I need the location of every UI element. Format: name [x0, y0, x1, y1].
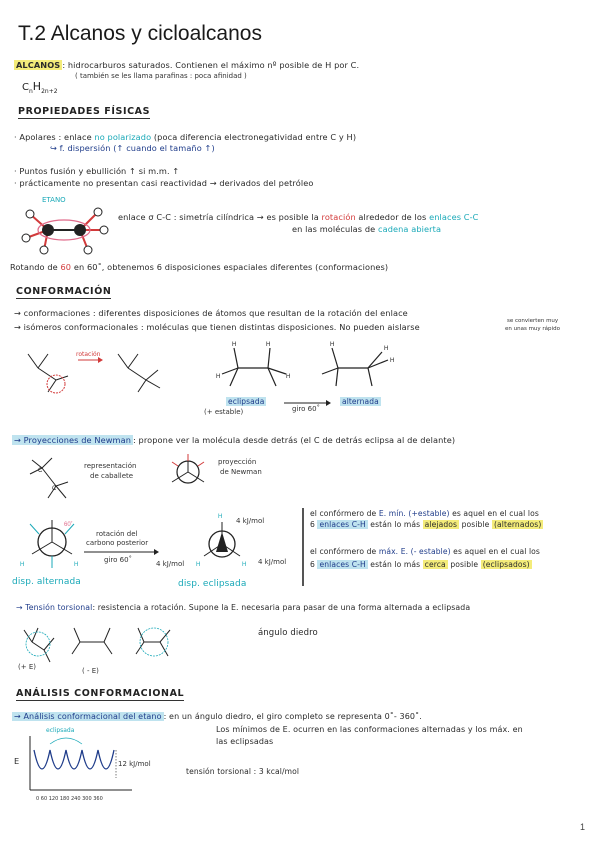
section-analisis: ANÁLISIS CONFORMACIONAL [16, 688, 185, 699]
analisis-line2: Los mínimos de E. ocurren en las conformaciones alternadas y los máx. en [216, 725, 523, 734]
sawhorse-ethane [22, 452, 78, 504]
svg-text:C: C [38, 468, 43, 474]
props-l1a: · Apolares : enlace [14, 132, 95, 142]
props-line1 [14, 132, 356, 142]
svg-text:H: H [20, 562, 25, 568]
rep-caballete-b: de caballete [90, 472, 134, 480]
svg-text:H: H [330, 342, 335, 348]
conf-line2: → isómeros conformacionales : moléculas que tienen distintas disposiciones. No pueden aislarse [14, 322, 420, 332]
note2a: el confórmero de [310, 547, 379, 556]
note1h: posible [459, 520, 492, 529]
props-line3: · Puntos fusión y ebullición ↑ si m.m. ↑ [14, 166, 180, 176]
note1a: el confórmero de [310, 509, 379, 518]
note1g: alejados [424, 520, 458, 529]
note2e: enlaces C-H [319, 560, 366, 569]
rep-caballete-a: representación [84, 462, 137, 470]
props-line4: · prácticamente no presentan casi reactividad → derivados del petróleo [14, 178, 314, 188]
svg-text:H: H [266, 342, 271, 348]
note1e: enlaces C-H [319, 520, 366, 529]
alcanos-aside: ( también se les llama parafinas : poca afinidad ) [75, 72, 247, 80]
svg-text:H: H [242, 562, 247, 568]
svg-text:60˚: 60˚ [64, 522, 73, 528]
formula-c: C [22, 82, 29, 93]
rotando-line [10, 262, 388, 272]
alcanos-definition: : hidrocarburos saturados. Contienen el máximo nº posible de H por C. [62, 60, 360, 70]
giro-label: giro 60˚ [292, 405, 321, 413]
svg-text:C: C [52, 486, 57, 492]
conf-line1: → conformaciones : diferentes disposiciones de átomos que resultan de la rotación del enlace [14, 308, 408, 318]
section-propiedades: PROPIEDADES FÍSICAS [18, 106, 151, 117]
alternada-label: alternada [342, 397, 379, 406]
sawhorse-rotation-diagram [18, 340, 188, 400]
note1-line2 [310, 520, 543, 529]
analisis-line3: las eclipsadas [216, 737, 274, 746]
proy-a: proyección [218, 458, 257, 466]
note1c: es aquel en el cual los [449, 509, 539, 518]
graph-top-label: eclipsada [46, 727, 75, 734]
wedge-conformers [208, 338, 418, 400]
section-conformacion: CONFORMACIÓN [16, 286, 112, 297]
angulo-diedro: ángulo diedro [258, 628, 318, 638]
note1f: están lo más [367, 520, 423, 529]
torsion-heading-a: → Tensión torsional [16, 603, 93, 612]
disp-eclipsada-label: disp. eclipsada [178, 579, 247, 589]
note2f: están lo más [367, 560, 423, 569]
rotacion-label: rotación [76, 351, 101, 358]
alcanos-label: ALCANOS [16, 60, 61, 70]
note2-line1 [310, 547, 540, 556]
giro-arrow [282, 398, 332, 408]
torsion-e-minus: (+ E) [18, 663, 36, 671]
note2c: es aquel en el cual los [450, 547, 540, 556]
rot-c: en 60˚, obtenemos 6 disposiciones espaciales diferentes (conformaciones) [71, 262, 389, 272]
note1-line1 [310, 509, 539, 518]
page-title: T.2 Alcanos y cicloalcanos [18, 22, 262, 45]
rot-a: Rotando de [10, 262, 61, 272]
enlace-f: cadena abierta [377, 224, 442, 234]
notes-bracket [302, 508, 304, 586]
kj-top: 4 kJ/mol [236, 517, 265, 525]
note2g: cerca [424, 560, 446, 569]
conf-note-b: en unas muy rápido [505, 326, 560, 332]
formula-sub: 2n+2 [41, 88, 58, 95]
rot-carbono-b: carbono posterior [86, 539, 149, 547]
enlace-e: en las moléculas de [292, 224, 378, 234]
conf-note-a: se convierten muy [507, 318, 559, 324]
enlace-c: alrededor de los [355, 212, 430, 222]
page-number: 1 [580, 822, 586, 832]
props-l1b: no polarizado [94, 132, 152, 142]
etano-label: ETANO [42, 196, 66, 204]
note2h: posible [447, 560, 481, 569]
svg-text:H: H [216, 374, 221, 380]
props-line2: ↪ f. dispersión (↑ cuando el tamaño ↑) [50, 143, 215, 153]
note2d: 6 [310, 560, 318, 569]
eclipsada-label: eclipsada [228, 397, 265, 406]
note1b: E. mín. (+estable) [378, 509, 450, 518]
newman-heading [12, 435, 455, 445]
svg-text:H: H [218, 514, 223, 520]
torsion-sawhorses [14, 614, 194, 676]
analisis-line1 [12, 712, 422, 721]
ethane-ball-stick [16, 200, 112, 258]
svg-text:H: H [232, 342, 237, 348]
torsion-line [16, 603, 470, 612]
graph-kj: 12 kJ/mol [118, 760, 151, 768]
newman-small [168, 452, 208, 492]
estable-label: (+ estable) [204, 408, 244, 416]
formula-h: H [32, 80, 42, 93]
svg-text:H: H [286, 374, 291, 380]
analisis-sub-b: : en un ángulo diedro, el giro completo se representa 0˚- 360˚. [163, 712, 422, 721]
analisis-sub-a: → Análisis conformacional del etano [14, 712, 162, 721]
newman-giro: giro 60˚ [104, 556, 133, 564]
graph-ticks: 0 60 120 180 240 300 360 [36, 796, 103, 802]
intro-line [14, 60, 359, 70]
torsion-e-plus: ( - E) [82, 667, 99, 675]
tension-value: tensión torsional : 3 kcal/mol [186, 767, 300, 776]
enlace-b: rotación [321, 212, 356, 222]
svg-text:H: H [196, 562, 201, 568]
enlace-line1 [118, 212, 478, 222]
svg-text:H: H [390, 358, 395, 364]
kj-right: 4 kJ/mol [258, 558, 287, 566]
rot-b: 60 [60, 262, 72, 272]
note1d: 6 [310, 520, 318, 529]
newman-heading-b: : propone ver la molécula desde detrás (el C de detrás eclipsa al de delante) [133, 435, 456, 445]
kj-left: 4 kJ/mol [156, 560, 185, 568]
rot-carbono-a: rotación del [96, 530, 138, 538]
newman-heading-a: → Proyecciones de Newman [14, 435, 131, 445]
torsion-heading-b: : resistencia a rotación. Supone la E. necesaria para pasar de una forma alternada a eclipsada [92, 603, 471, 612]
svg-text:H: H [74, 562, 79, 568]
svg-text:H: H [384, 346, 389, 352]
graph-axis-e: E [14, 756, 20, 766]
disp-alternada-label: disp. alternada [12, 577, 81, 587]
general-formula [22, 80, 58, 95]
enlace-d: enlaces C-C [429, 212, 479, 222]
newman-staggered [12, 510, 92, 574]
note2b: máx. E. (- estable) [378, 547, 451, 556]
enlace-a: enlace σ C-C : simetría cilíndrica → es posible la [118, 212, 322, 222]
proy-b: de Newman [220, 468, 262, 476]
note2i: (eclipsados) [482, 560, 530, 569]
note1i: (alternados) [493, 520, 542, 529]
formula-n: n [28, 88, 33, 95]
props-l1c: (poca diferencia electronegatividad entre C y H) [151, 132, 357, 142]
enlace-line2 [292, 224, 441, 234]
note2-line2 [310, 560, 532, 569]
